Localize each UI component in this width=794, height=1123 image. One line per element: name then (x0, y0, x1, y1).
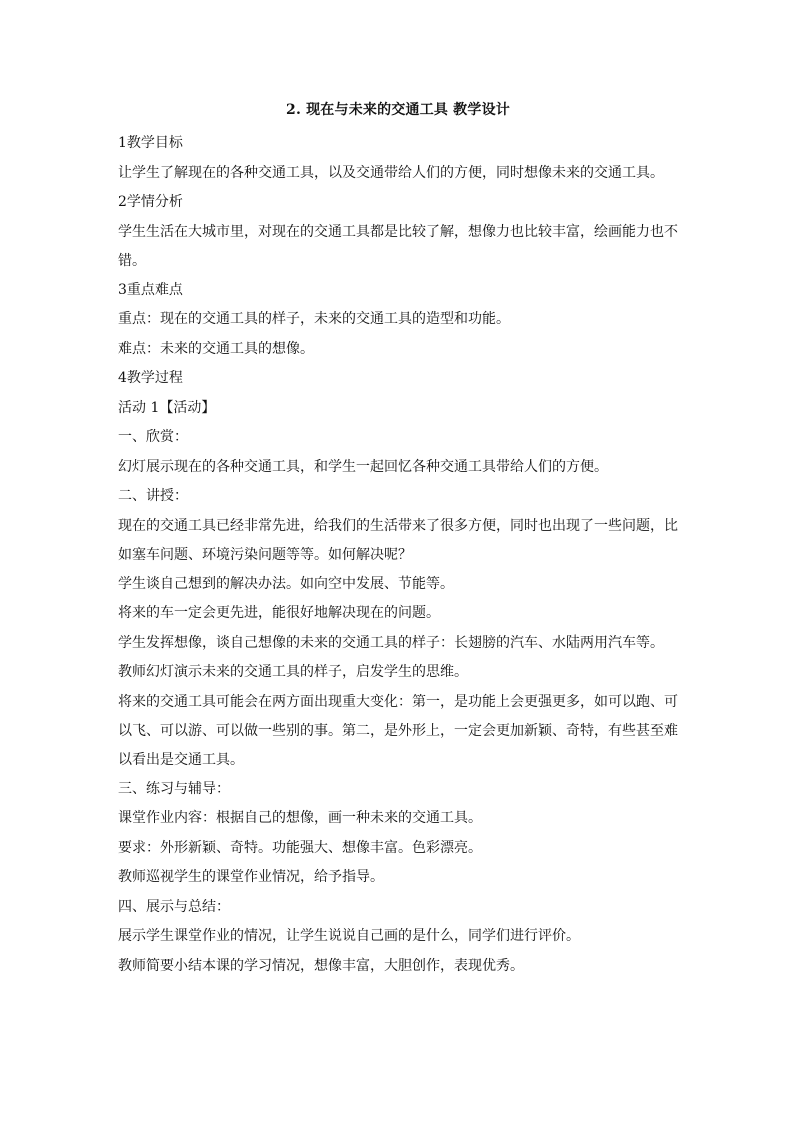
paragraph-teacher-guidance: 教师巡视学生的课堂作业情况，给予指导。 (118, 869, 384, 885)
paragraph-student-solutions: 学生谈自己想到的解决办法。如向空中发展、节能等。 (118, 575, 454, 592)
paragraph-showcase: 展示学生课堂作业的情况，让学生说说自己画的是什么，同学们进行评价。 (118, 928, 580, 944)
paragraph-teacher-demo: 教师幻灯演示未来的交通工具的样子，启发学生的思维。 (118, 664, 468, 680)
paragraph-requirements: 要求：外形新颖、奇特。功能强大、想像丰富。色彩漂亮。 (118, 839, 482, 856)
section-heading-process: 4教学过程 (118, 370, 183, 386)
paragraph-future-changes: 将来的交通工具可能会在两方面出现重大变化：第一，是功能上会更强更多，如可以跑、可以飞、可以游、可以做一些别的事。第二，是外形上，一定会更加新颖、奇特，有些甚至难以看出是交通工具。 (118, 693, 678, 768)
paragraph-student-imagination: 学生发挥想像，谈自己想像的未来的交通工具的样子：长翅膀的汽车、水陆两用汽车等。 (118, 634, 664, 651)
section-heading-objectives: 1教学目标 (118, 135, 183, 151)
paragraph-appreciate: 幻灯展示现在的各种交通工具，和学生一起回忆各种交通工具带给人们的方便。 (118, 458, 608, 475)
document-title: 2. 现在与未来的交通工具 教学设计 (286, 102, 510, 118)
step-heading-summary: 四、展示与总结： (118, 898, 230, 915)
activity-heading: 活动 1【活动】 (118, 399, 216, 416)
step-heading-lecture: 二、讲授： (118, 488, 188, 504)
document-body (118, 100, 678, 981)
paragraph-lecture-problems: 现在的交通工具已经非常先进，给我们的生活带来了很多方便，同时也出现了一些问题，比如塞车问题、环境污染问题等等。如何解决呢？ (118, 517, 678, 563)
paragraph-objectives: 让学生了解现在的各种交通工具，以及交通带给人们的方便，同时想像未来的交通工具。 (118, 164, 664, 181)
paragraph-analysis: 学生生活在大城市里，对现在的交通工具都是比较了解，想像力也比较丰富，绘画能力也不错。 (118, 223, 678, 269)
paragraph-future-cars: 将来的车一定会更先进，能很好地解决现在的问题。 (118, 605, 440, 621)
paragraph-difficulty: 难点：未来的交通工具的想像。 (118, 340, 314, 357)
step-heading-appreciate: 一、欣赏： (118, 429, 188, 445)
paragraph-key-point: 重点：现在的交通工具的样子，未来的交通工具的造型和功能。 (118, 311, 510, 327)
paragraph-conclusion: 教师简要小结本课的学习情况，想像丰富，大胆创作，表现优秀。 (118, 957, 524, 974)
section-heading-key-points: 3重点难点 (118, 281, 183, 298)
paragraph-assignment: 课堂作业内容：根据自己的想像，画一种未来的交通工具。 (118, 810, 482, 826)
step-heading-practice: 三、练习与辅导： (118, 780, 230, 797)
section-heading-analysis: 2学情分析 (118, 194, 183, 210)
